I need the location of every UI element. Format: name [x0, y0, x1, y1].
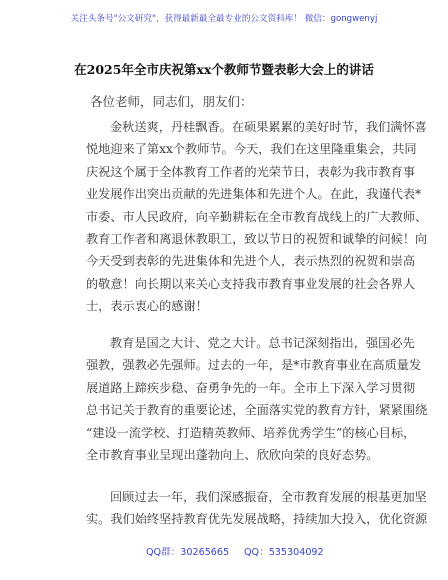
paragraph-line: 实。我们始终坚持教育优先发展战略，持续加大投入，优化资源 [86, 512, 428, 527]
paragraph-line: 金秋送爽，丹桂飘香。在硕果累累的美好时节，我们满怀喜 [110, 120, 427, 134]
paragraph-3 [86, 486, 428, 531]
paragraph-line: 全市教育事业呈现出蓬勃向上、欣欣向荣的良好态势。 [86, 448, 379, 463]
paragraph-line: 业发展作出突出贡献的先进集体和先进个人。在此，我谨代表* [86, 187, 422, 202]
paragraph-line: 强教，强教必先强师。过去的一年，是*市教育事业在高质量发 [86, 358, 422, 373]
paragraph-line: 教育是国之大计、党之大计。总书记深刻指出，强国必先 [110, 336, 415, 350]
paragraph-line: 教育工作者和离退休教职工，致以节日的祝贺和诚挚的问候！向 [86, 232, 428, 247]
paragraph-line: 展道路上蹄疾步稳、奋勇争先的一年。全市上下深入学习贯彻 [86, 380, 416, 395]
paragraph-line: 今天受到表彰的先进集体和先进个人，表示热烈的祝贺和崇高 [86, 254, 416, 269]
paragraph-line: 回顾过去一年，我们深感振奋，全市教育发展的根基更加坚 [110, 490, 427, 504]
paragraph-line: 的敬意！向长期以来关心支持我市教育事业发展的社会各界人 [86, 276, 416, 291]
document-title: 在2025年全市庆祝第xx个教师节暨表彰大会上的讲话 [74, 62, 374, 77]
qq-group-number: QQ群：30265665 [146, 547, 230, 558]
paragraph-line: 市委、市人民政府，向辛勤耕耘在全市教育战线上的广大教师、 [86, 209, 428, 224]
paragraph-2 [86, 332, 428, 466]
paragraph-line: 总书记关于教育的重要论述，全面落实党的教育方针，紧紧围绕 [86, 403, 428, 418]
paragraph-line: 庆祝这个属于全体教育工作者的光荣节日，表彰为我市教育事 [86, 164, 416, 179]
paragraph-line: 士，表示衷心的感谢！ [86, 299, 208, 314]
greeting: 各位老师，同志们，朋友们： [90, 94, 253, 109]
paragraph-1 [86, 116, 428, 318]
paragraph-line: “建设一流学校、打造精英教师、培养优秀学生”的核心目标， [86, 425, 416, 440]
paragraph-line: 悦地迎来了第xx个教师节。今天，我们在这里隆重集会，共同 [86, 142, 417, 157]
qq-number: QQ：535304092 [244, 547, 324, 558]
header-banner: 关注头条号"公文研究"，获得最新最全最专业的公文资料库！ 微信：gongwenyj [70, 14, 378, 24]
